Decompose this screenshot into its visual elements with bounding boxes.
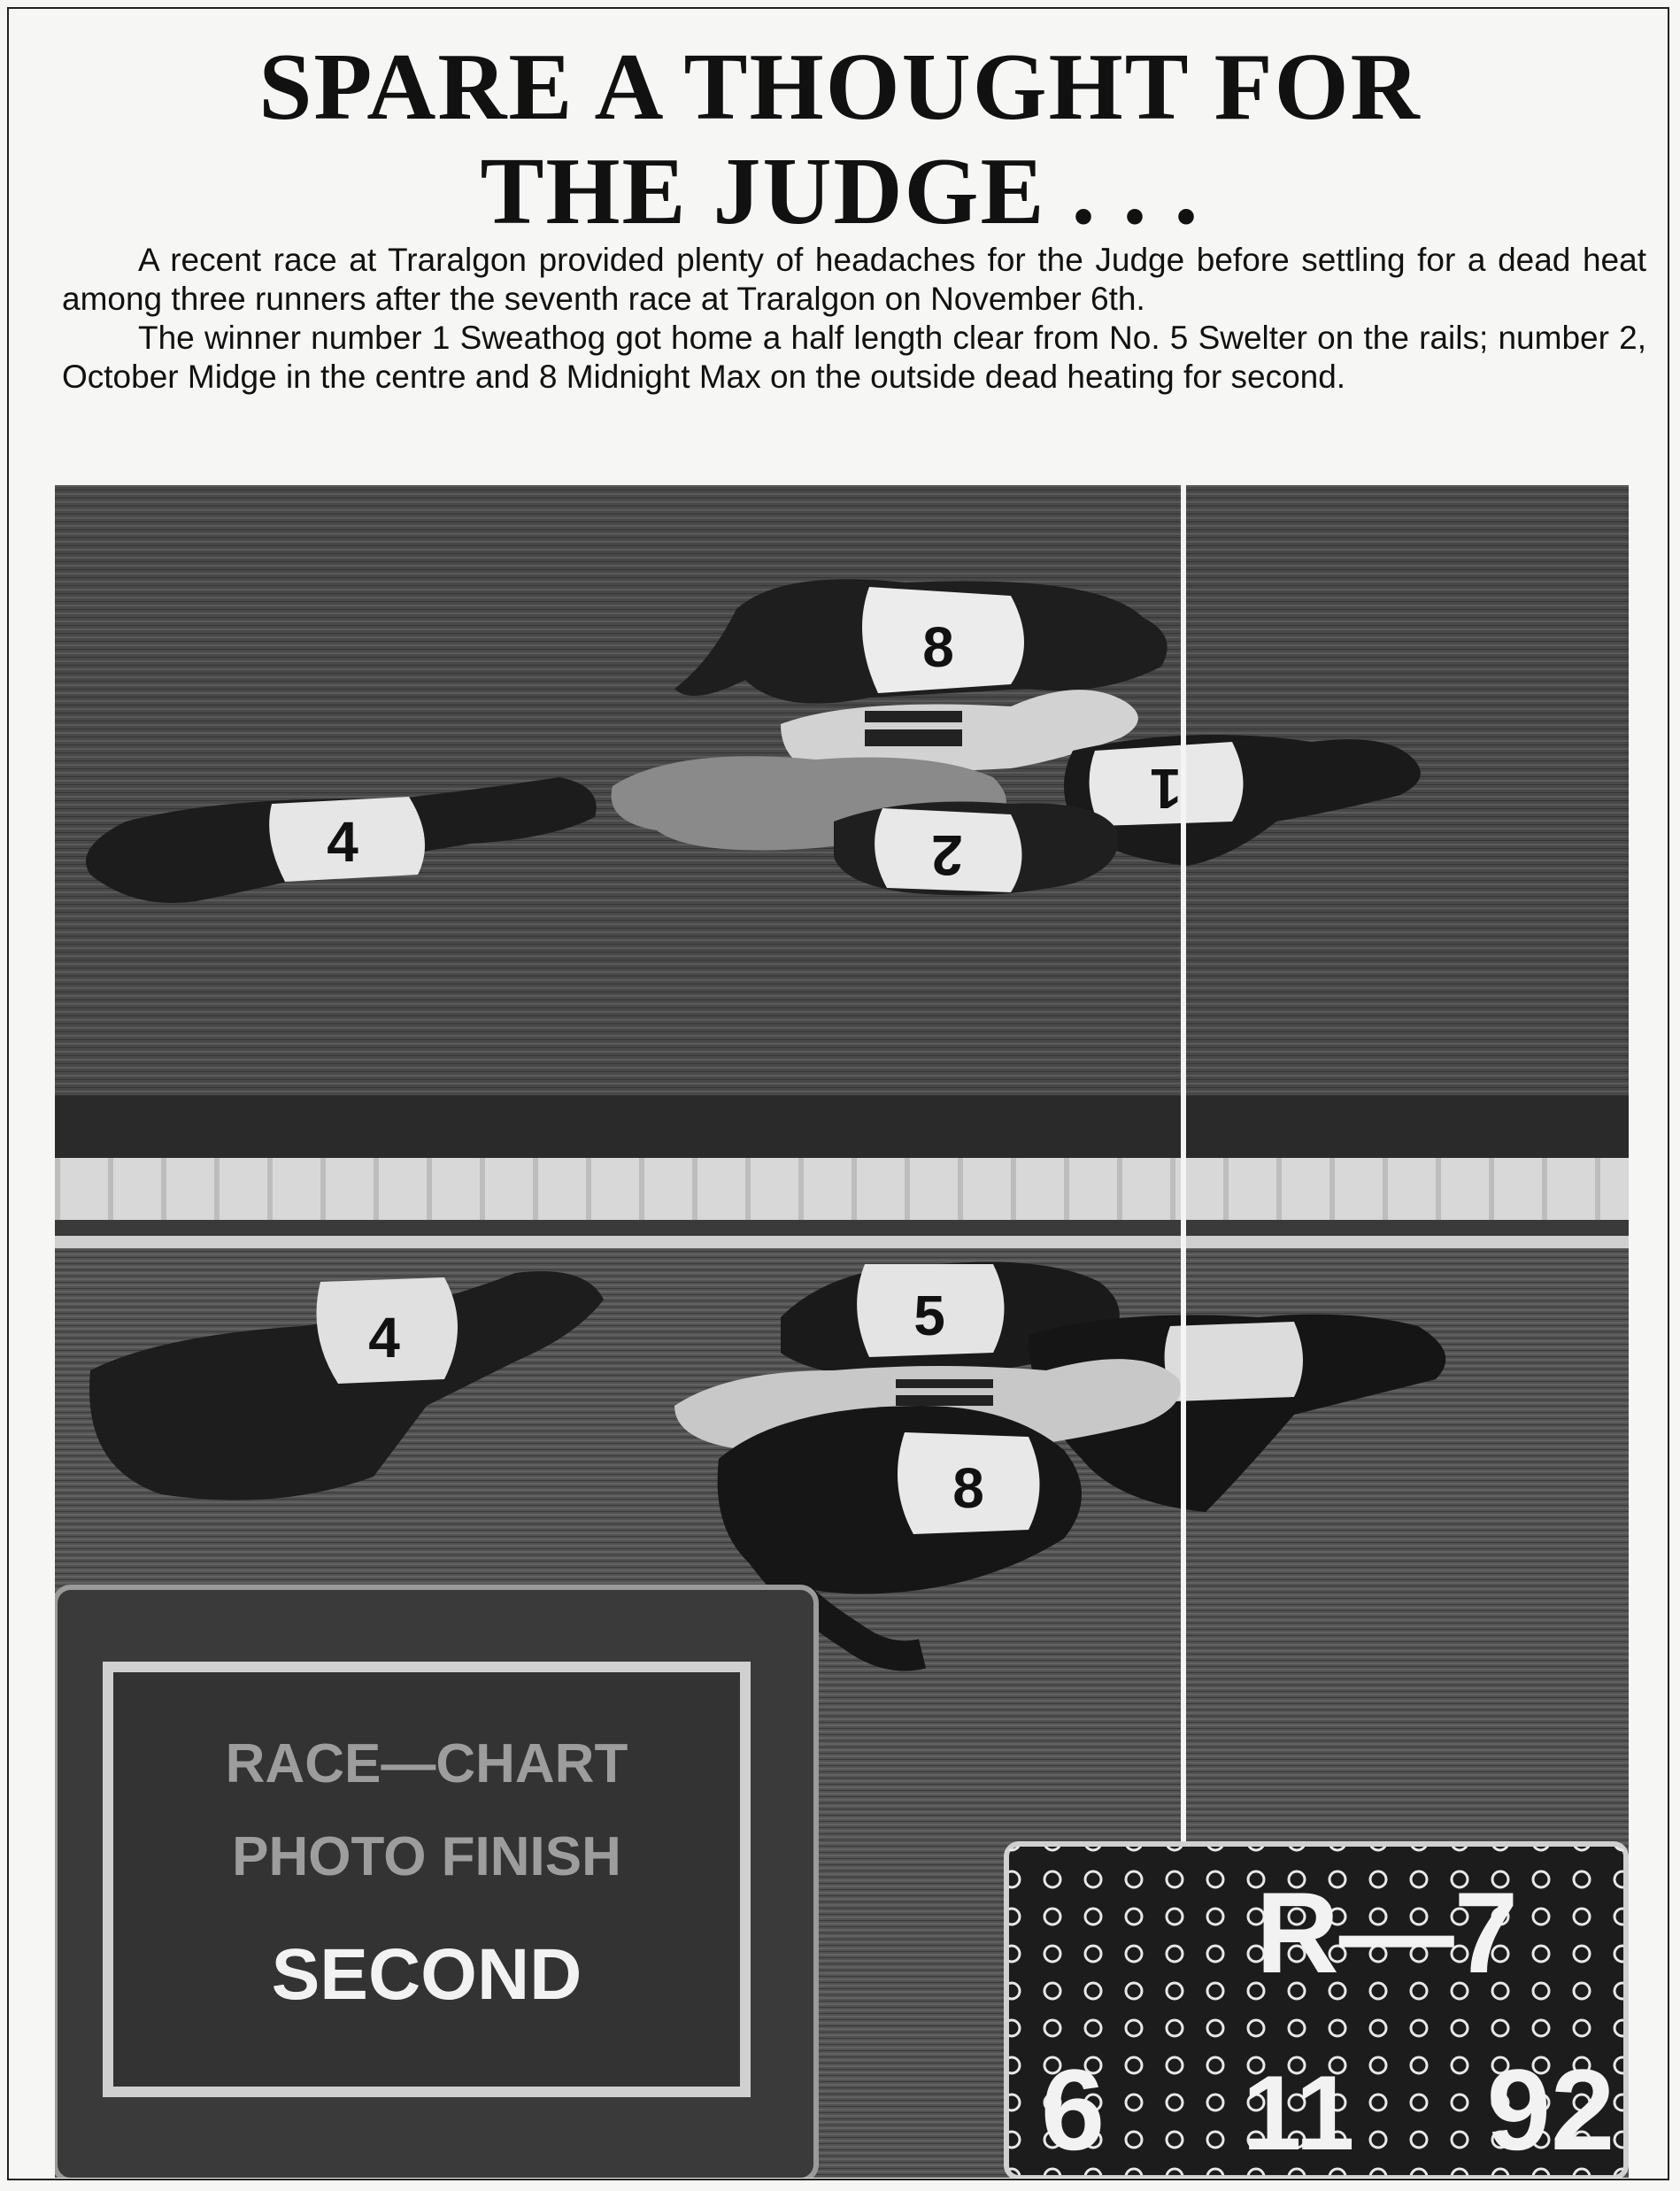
placard-position: SECOND bbox=[271, 1934, 582, 2015]
upper-rug-8: 8 bbox=[922, 615, 954, 679]
headline-line-1: SPARE A THOUGHT FOR bbox=[258, 35, 1422, 140]
date-board-race: R—7 bbox=[1255, 1868, 1519, 1997]
lower-rail-fence bbox=[55, 1158, 1629, 1220]
upper-dog-2 bbox=[834, 802, 1118, 896]
placard-photo-finish: PHOTO FINISH bbox=[232, 1826, 621, 1887]
race-chart-placard bbox=[55, 1587, 816, 2178]
headline-line-2: THE JUDGE . . . bbox=[480, 139, 1200, 244]
upper-rug-2: 2 bbox=[931, 823, 963, 887]
upper-rug-4: 4 bbox=[327, 810, 358, 874]
article-body bbox=[62, 241, 1646, 397]
photo-finish-image bbox=[55, 485, 1629, 2178]
date-board-year: 92 bbox=[1486, 2045, 1615, 2174]
race-date-board bbox=[1006, 1844, 1626, 2178]
lower-rug-4: 4 bbox=[368, 1306, 400, 1369]
date-board-month: 11 bbox=[1242, 2054, 1355, 2172]
article-paragraph-2: The winner number 1 Sweathog got home a half length clear from No. 5 Swelter on the rails; number 2, October Midge in the centre and 8 Midnight Max on the outside dead heating for second. bbox=[62, 320, 1646, 395]
article-paragraph-1: A recent race at Traralgon provided plenty of headaches for the Judge before settling for a dead heat among three runners after the seventh race at Traralgon on November 6th. bbox=[62, 242, 1646, 317]
placard-race-chart: RACE—CHART bbox=[225, 1733, 628, 1794]
lower-rug-5: 5 bbox=[913, 1284, 945, 1347]
upper-rail-band bbox=[55, 1096, 1629, 1158]
headline bbox=[0, 35, 1680, 244]
lower-rug-8: 8 bbox=[952, 1456, 984, 1520]
upper-rug-1: 1 bbox=[1150, 757, 1182, 821]
date-board-day: 6 bbox=[1040, 2045, 1106, 2174]
